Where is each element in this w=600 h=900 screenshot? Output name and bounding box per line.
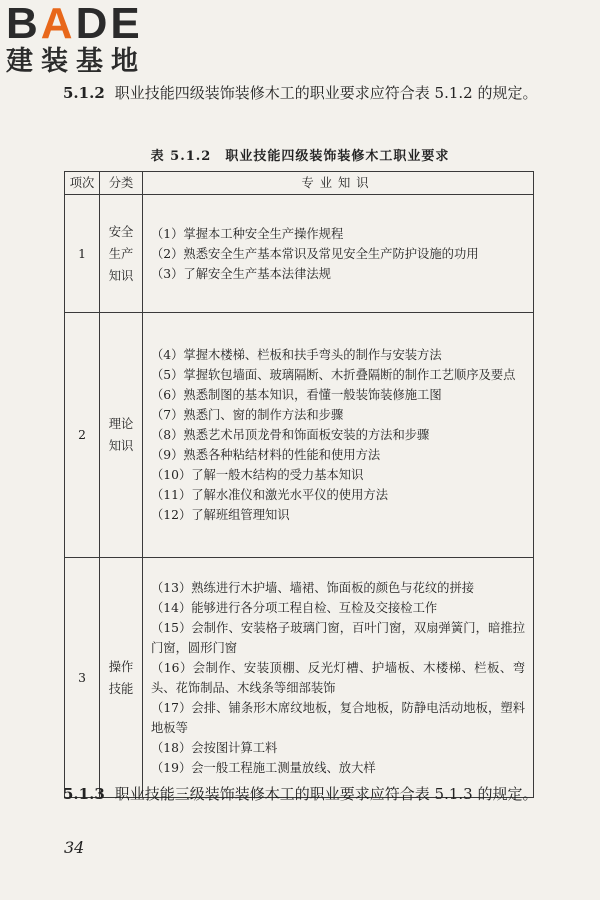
paragraph-5-1-3 — [63, 781, 543, 807]
knowledge-item: （5）掌握软包墙面、玻璃隔断、木折叠隔断的制作工艺顺序及要点 — [151, 368, 516, 382]
knowledge-item: （19）会一般工程施工测量放线、放大样 — [151, 760, 376, 775]
knowledge-item: （8）熟悉艺术吊顶龙骨和饰面板安装的方法和步骤 — [151, 428, 430, 442]
paragraph-text: 职业技能四级装饰装修木工的职业要求应符合表 5.1.2 的规定。 — [114, 84, 538, 102]
requirements-table — [64, 171, 534, 798]
logo-wordmark: BADE — [6, 0, 143, 48]
row-category: 理论知识 — [100, 313, 143, 558]
header-category: 分类 — [100, 172, 143, 195]
knowledge-item: （11）了解水准仪和激光水平仪的使用方法 — [151, 488, 388, 502]
row-num: 1 — [65, 195, 100, 313]
table-caption: 表 5.1.2 职业技能四级装饰装修木工职业要求 — [150, 149, 450, 164]
row-category: 安全生产知识 — [100, 195, 143, 313]
row-num: 3 — [65, 558, 100, 798]
table-row — [65, 558, 534, 798]
knowledge-item: （4）掌握木楼梯、栏板和扶手弯头的制作与安装方法 — [151, 348, 442, 362]
knowledge-item: （3）了解安全生产基本法律法规 — [151, 266, 331, 281]
knowledge-item: （7）熟悉门、窗的制作方法和步骤 — [151, 408, 344, 422]
logo-subtitle: 建装基地 — [6, 46, 146, 77]
knowledge-item: （1）掌握本工种安全生产操作规程 — [151, 226, 344, 241]
knowledge-item: （15）会制作、安装格子玻璃门窗，百叶门窗，双扇弹簧门，暗推拉门窗，圆形门窗 — [151, 620, 525, 655]
knowledge-item: （14）能够进行各分项工程自检、互检及交接检工作 — [151, 600, 438, 615]
table-row — [65, 313, 534, 558]
section-number: 5.1.2 — [63, 84, 105, 102]
header-num: 项次 — [65, 172, 100, 195]
row-category: 操作技能 — [100, 558, 143, 798]
table-row — [65, 195, 534, 313]
row-knowledge — [143, 313, 534, 558]
knowledge-item: （10）了解一般木结构的受力基本知识 — [151, 468, 364, 482]
knowledge-item: （18）会按图计算工料 — [151, 740, 278, 755]
paragraph-text: 职业技能三级装饰装修木工的职业要求应符合表 5.1.3 的规定。 — [114, 785, 538, 803]
row-num: 2 — [65, 313, 100, 558]
section-number: 5.1.3 — [63, 785, 105, 803]
knowledge-item: （16）会制作、安装顶棚、反光灯槽、护墙板、木楼梯、栏板、弯头、花饰制品、木线条等细部装饰 — [151, 660, 525, 695]
page-number: 34 — [64, 838, 85, 857]
table-header-row — [65, 172, 534, 195]
knowledge-item: （6）熟悉制图的基本知识，看懂一般装饰装修施工图 — [151, 388, 442, 402]
knowledge-item: （9）熟悉各种粘结材料的性能和使用方法 — [151, 448, 381, 462]
knowledge-item: （12）了解班组管理知识 — [151, 508, 290, 522]
knowledge-item: （13）熟练进行木护墙、墙裙、饰面板的颜色与花纹的拼接 — [151, 580, 475, 595]
knowledge-item: （2）熟悉安全生产基本常识及常见安全生产防护设施的功用 — [151, 246, 479, 261]
logo — [6, 2, 146, 78]
header-knowledge: 专业知识 — [143, 172, 534, 195]
row-knowledge — [143, 195, 534, 313]
paragraph-5-1-2 — [63, 80, 543, 106]
knowledge-item: （17）会排、铺条形木席纹地板，复合地板，防静电活动地板，塑料地板等 — [151, 700, 525, 735]
row-knowledge — [143, 558, 534, 798]
